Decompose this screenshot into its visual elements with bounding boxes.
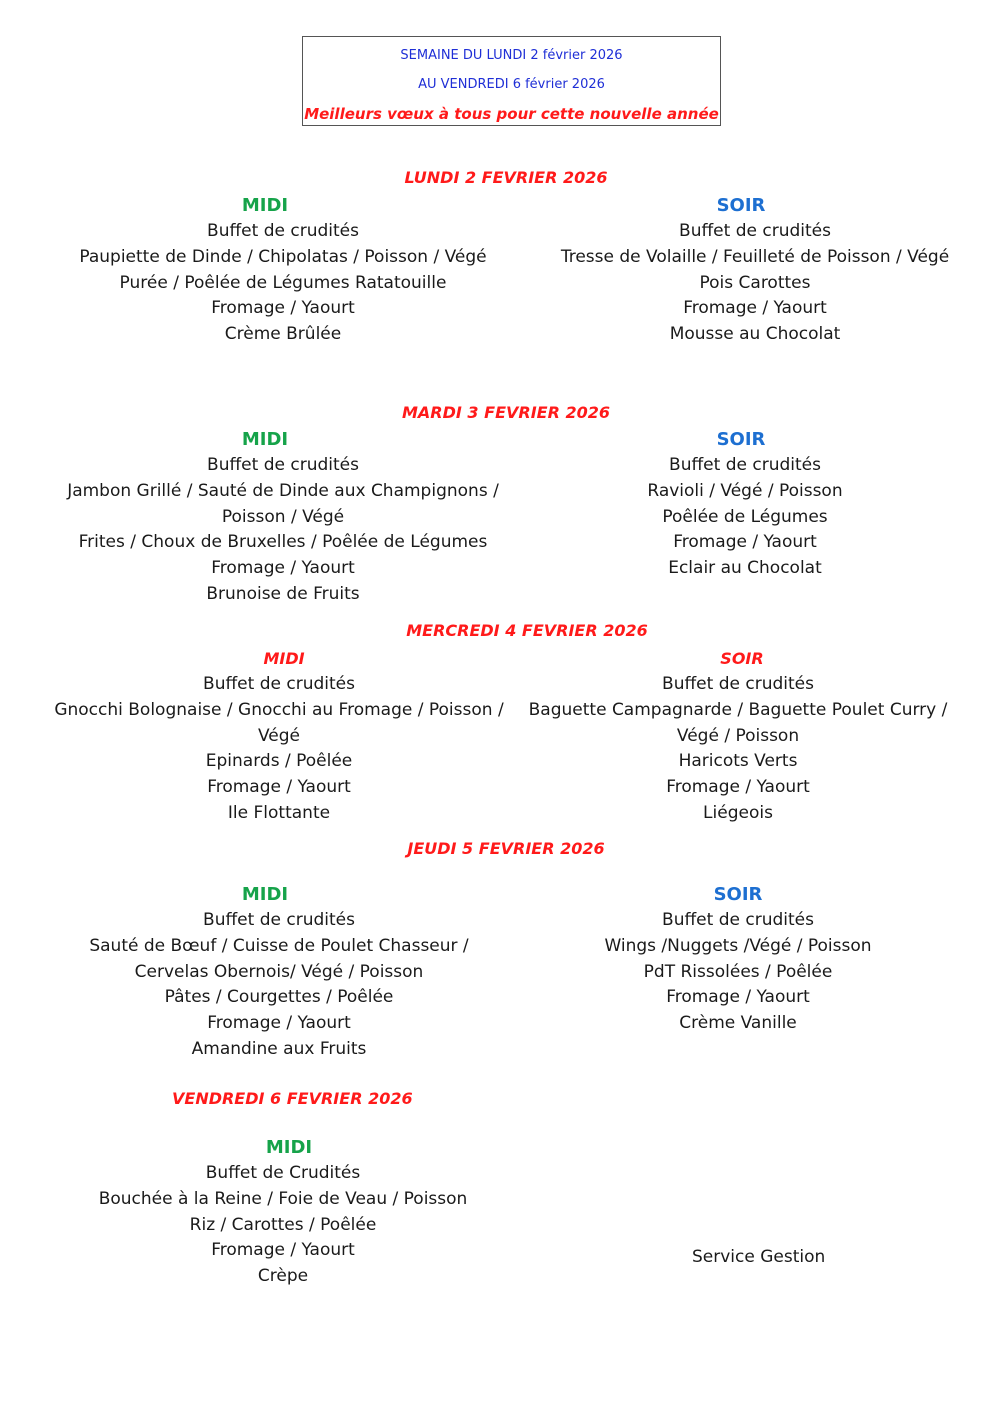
new-year-greeting: Meilleurs vœux à tous pour cette nouvelle année (304, 105, 719, 123)
dish-item: Végé / Poisson (676, 725, 800, 746)
meal-label-midi: MIDI (263, 649, 305, 668)
dish-item: Wings /Nuggets /Végé / Poisson (604, 935, 872, 956)
dish-item: Fromage / Yaourt (211, 1240, 355, 1261)
meal-label-soir: SOIR (716, 429, 766, 450)
dish-item: Fromage / Yaourt (211, 298, 355, 319)
dish-item: Gnocchi Bolognaise / Gnocchi au Fromage / Poisson / (54, 699, 504, 720)
menu-midi-mercredi (40, 645, 518, 827)
dish-item: Baguette Campagnarde / Baguette Poulet Curry / (528, 699, 948, 720)
menu-soir-mercredi (518, 645, 958, 827)
day-title-lundi: LUNDI 2 FEVRIER 2026 (404, 168, 608, 187)
menu-midi-jeudi (40, 881, 518, 1063)
dish-item: Brunoise de Fruits (206, 583, 360, 604)
meal-label-midi: MIDI (241, 195, 289, 216)
menu-soir-lundi (530, 192, 980, 348)
dish-item: Crème Brûlée (224, 324, 342, 345)
menu-soir-jeudi (518, 881, 958, 1037)
dish-item: Fromage / Yaourt (673, 532, 817, 553)
meal-label-soir: SOIR (720, 649, 764, 668)
dish-item: Crèpe (257, 1266, 309, 1287)
dish-item: Buffet de crudités (203, 674, 355, 694)
dish-item: Purée / Poêlée de Légumes Ratatouille (119, 272, 447, 293)
dish-item: Poisson / Végé (221, 506, 345, 527)
meal-label-midi: MIDI (241, 884, 289, 905)
dish-item: Jambon Grillé / Sauté de Dinde aux Champignons / (67, 480, 499, 501)
dish-item: Buffet de crudités (207, 221, 359, 241)
dish-item: Fromage / Yaourt (666, 987, 810, 1008)
dish-item: Mousse au Chocolat (669, 324, 841, 345)
dish-item: Buffet de crudités (669, 455, 821, 475)
dish-item: Eclair au Chocolat (668, 558, 822, 579)
dish-item: Haricots Verts (678, 751, 798, 772)
dish-item: Buffet de crudités (662, 910, 814, 930)
dish-item: Ravioli / Végé / Poisson (647, 480, 843, 501)
day-title-mercredi: MERCREDI 4 FEVRIER 2026 (406, 621, 648, 640)
dish-item: Tresse de Volaille / Feuilleté de Poisson / Végé (560, 246, 950, 267)
dish-item: Epinards / Poêlée (205, 751, 353, 772)
dish-item: Riz / Carottes / Poêlée (189, 1214, 377, 1235)
day-title-mardi: MARDI 3 FEVRIER 2026 (402, 403, 610, 422)
dish-item: Pâtes / Courgettes / Poêlée (164, 987, 394, 1008)
week-header-box (302, 36, 721, 126)
dish-item: Ile Flottante (227, 802, 331, 823)
dish-item: Pois Carottes (699, 272, 811, 293)
dish-item: Buffet de crudités (662, 674, 814, 694)
dish-item: Sauté de Bœuf / Cuisse de Poulet Chasseur / (89, 935, 469, 956)
dish-item: Crème Vanille (679, 1013, 797, 1034)
dish-item: Buffet de crudités (679, 221, 831, 241)
dish-item: Végé (257, 725, 301, 746)
week-start-line: SEMAINE DU LUNDI 2 février 2026 (400, 48, 623, 63)
menu-midi-lundi (48, 192, 518, 348)
menu-soir-mardi (530, 426, 960, 582)
day-title-jeudi: JEUDI 5 FEVRIER 2026 (407, 839, 605, 858)
dish-item: Buffet de crudités (207, 455, 359, 475)
dish-item: Fromage / Yaourt (211, 558, 355, 579)
signature-service-gestion: Service Gestion (692, 1247, 826, 1267)
dish-item: Amandine aux Fruits (191, 1038, 367, 1059)
dish-item: Cervelas Obernois/ Végé / Poisson (134, 961, 424, 982)
meal-label-soir: SOIR (713, 884, 763, 905)
dish-item: Fromage / Yaourt (207, 1013, 351, 1034)
day-title-vendredi: VENDREDI 6 FEVRIER 2026 (172, 1089, 413, 1108)
meal-label-midi: MIDI (265, 1137, 313, 1158)
meal-label-midi: MIDI (241, 429, 289, 450)
dish-item: Poêlée de Légumes (662, 506, 828, 527)
meal-label-soir: SOIR (716, 195, 766, 216)
week-end-line: AU VENDREDI 6 février 2026 (418, 77, 605, 92)
dish-item: Fromage / Yaourt (207, 777, 351, 798)
menu-midi-vendredi (48, 1134, 518, 1290)
dish-item: Fromage / Yaourt (666, 777, 810, 798)
dish-item: Buffet de Crudités (205, 1163, 361, 1183)
dish-item: Paupiette de Dinde / Chipolatas / Poisson / Végé (79, 246, 487, 267)
dish-item: Buffet de crudités (203, 910, 355, 930)
dish-item: Fromage / Yaourt (683, 298, 827, 319)
menu-midi-mardi (48, 426, 518, 608)
dish-item: Bouchée à la Reine / Foie de Veau / Poisson (98, 1188, 468, 1209)
dish-item: Liégeois (703, 802, 773, 823)
dish-item: Frites / Choux de Bruxelles / Poêlée de Légumes (78, 532, 488, 553)
dish-item: PdT Rissolées / Poêlée (643, 961, 833, 982)
